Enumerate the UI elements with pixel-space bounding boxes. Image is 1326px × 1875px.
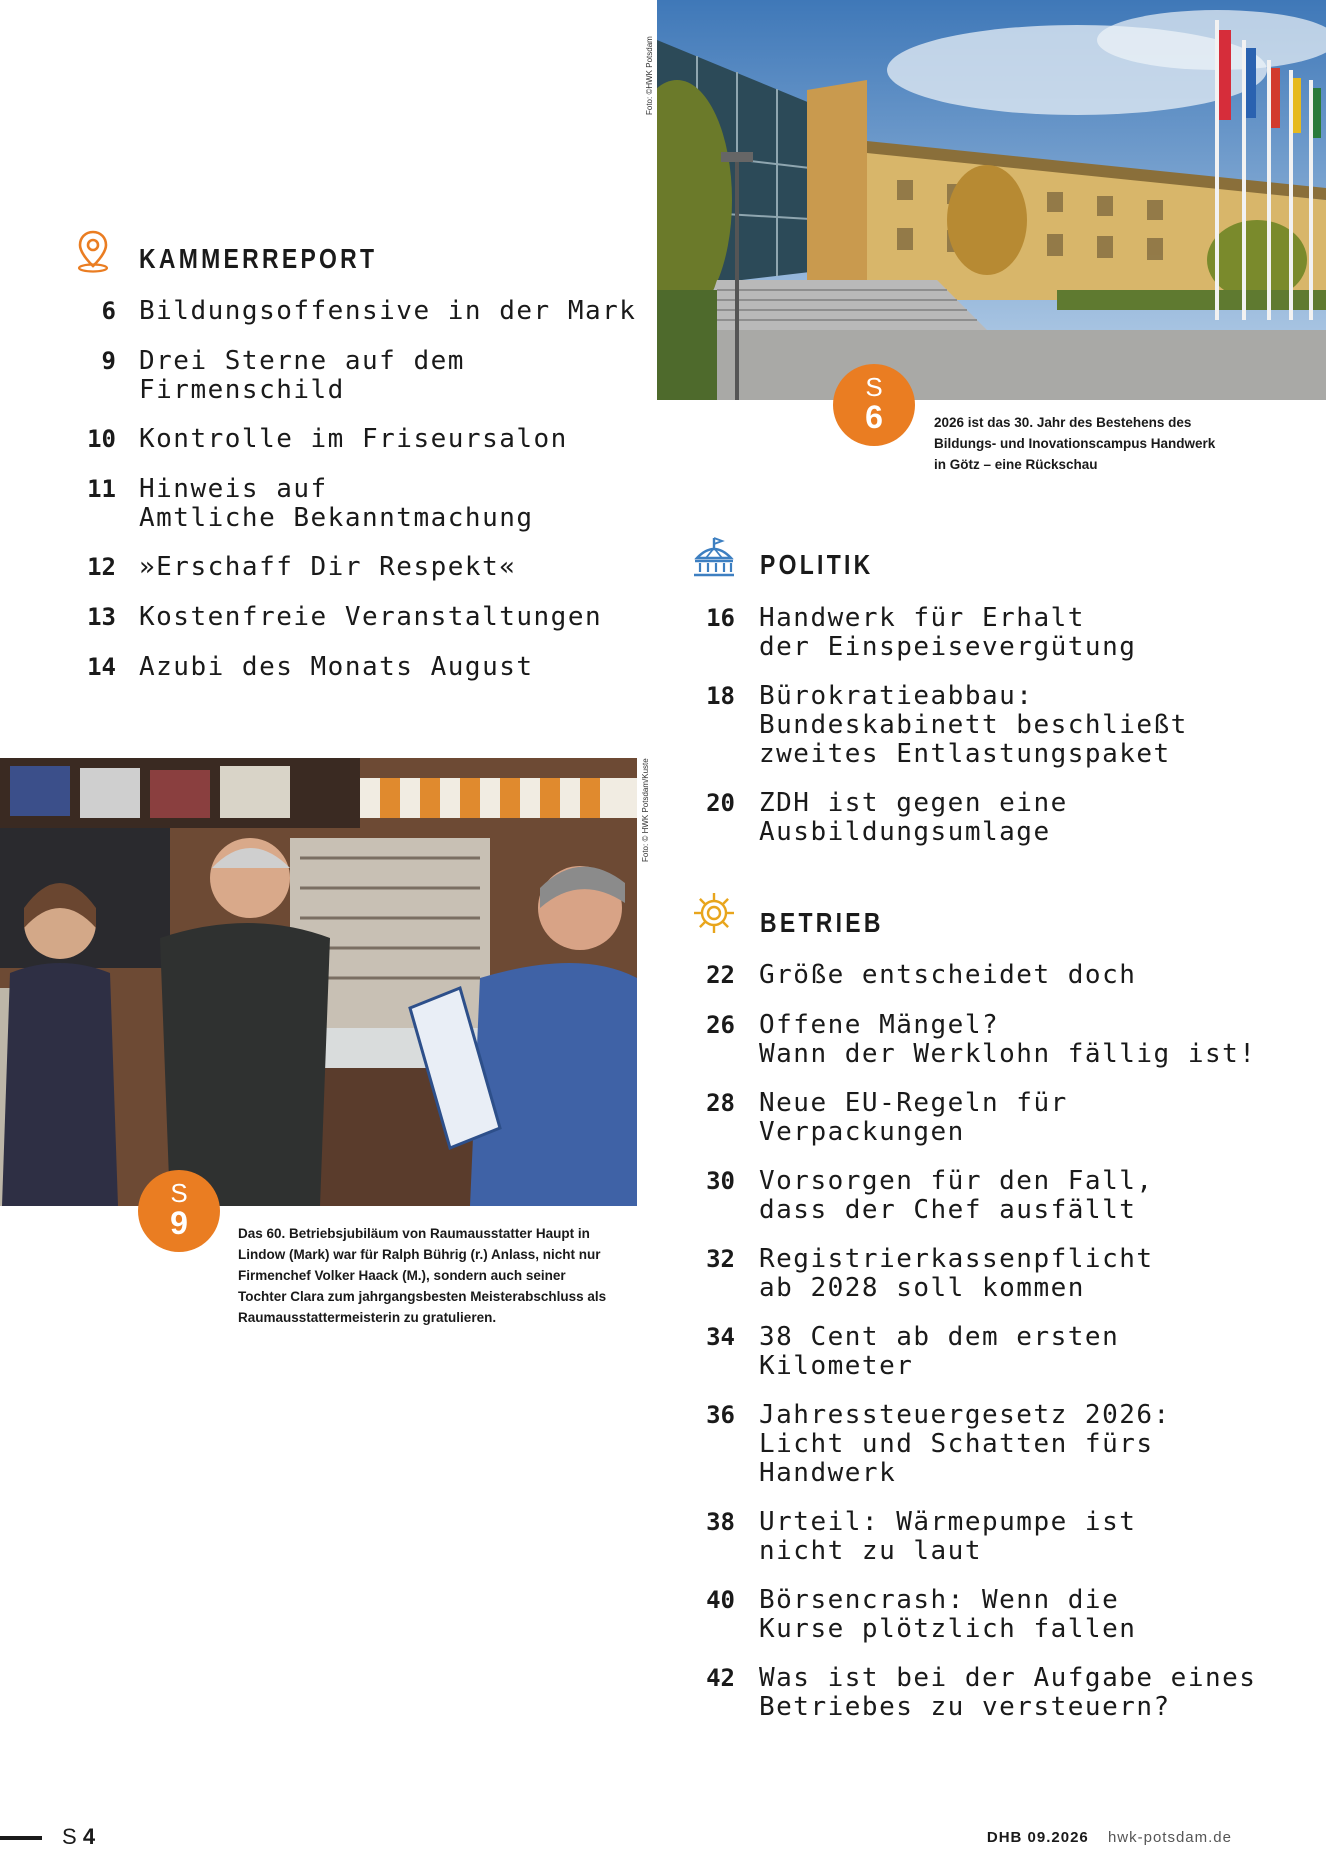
footer-publication [987,1829,1232,1846]
toc-entry[interactable] [76,475,636,553]
toc-entry[interactable] [695,604,1188,682]
footer-magazine-issue: DHB 09.2026 [986,1829,1089,1846]
shop-page-badge [138,1170,220,1252]
toc-entry[interactable] [695,1586,1256,1664]
toc-entry-title: Kontrolle im Friseursalon [139,424,568,454]
toc-page-number: 26 [706,1011,735,1039]
footer-website-link[interactable]: hwk-potsdam.de [1107,1829,1232,1846]
toc-politik [695,604,1188,867]
campus-caption: 2026 ist das 30. Jahr des Bestehens des Bildungs- und Inovationscampus Handwerk in Götz – eine Rückschau [934,415,1216,472]
toc-entry-title: Börsencrash: Wenn die Kurse plötzlich fallen [759,1585,1137,1644]
toc-page-number: 9 [101,347,116,375]
footer-page-value: 4 [82,1824,96,1849]
toc-entry-title: Offene Mängel? Wann der Werklohn fällig ist! [759,1010,1257,1069]
toc-entry[interactable] [695,1401,1256,1508]
shop-caption: Das 60. Betriebsjubiläum von Raumausstatter Haupt in Lindow (Mark) war für Ralph Bührig (r.) Anlass, nicht nur Firmenchef Volker Haack (M.), sondern auch seiner Tochter Clara zum jahrgangsbesten Meisterabschluss als Raumausstattermeisterin zu gratulieren. [238,1226,607,1325]
toc-page-number: 20 [706,789,735,817]
gear-icon [691,890,737,936]
toc-entry[interactable] [695,789,1188,867]
toc-kammerreport [76,297,636,703]
badge-prefix: S [170,1178,188,1208]
toc-page-number: 32 [706,1245,735,1273]
toc-page-number: 40 [706,1586,735,1614]
toc-entry[interactable] [76,603,636,653]
shop-photo [0,758,637,1206]
toc-page-number: 36 [706,1401,735,1429]
toc-entry-title: Vorsorgen für den Fall, dass der Chef ausfällt [759,1166,1154,1225]
toc-entry-title: Was ist bei der Aufgabe eines Betriebes zu versteuern? [759,1663,1257,1722]
toc-page-number: 16 [706,604,735,632]
toc-page-number: 18 [706,682,735,710]
toc-page-number: 30 [706,1167,735,1195]
toc-entry-title: Azubi des Monats August [139,652,534,682]
toc-entry-title: 38 Cent ab dem ersten Kilometer [759,1322,1120,1381]
toc-page-number: 42 [706,1664,735,1692]
toc-entry[interactable] [76,347,636,425]
toc-entry[interactable] [76,425,636,475]
toc-entry-title: Registrierkassenpflicht ab 2028 soll kommen [759,1244,1154,1303]
toc-entry[interactable] [695,1011,1256,1089]
campus-photo [657,0,1326,400]
badge-prefix: S [865,372,883,402]
toc-entry-title: ZDH ist gegen eine Ausbildungsumlage [759,788,1068,847]
toc-page-number: 6 [101,297,116,325]
toc-entry-title: Hinweis auf Amtliche Bekanntmachung [139,474,534,533]
badge-page-number: 6 [865,399,883,435]
toc-betrieb [695,961,1256,1742]
footer-page-prefix: S [62,1824,77,1849]
toc-entry[interactable] [695,1508,1256,1586]
footer-page-number [62,1824,95,1850]
toc-entry-title: Bildungsoffensive in der Mark [139,296,637,326]
toc-page-number: 10 [87,425,116,453]
toc-page-number: 13 [87,603,116,631]
toc-entry[interactable] [695,682,1188,789]
toc-entry-title: Drei Sterne auf dem Firmenschild [139,346,465,405]
toc-entry[interactable] [695,1664,1256,1742]
toc-entry-title: Urteil: Wärmepumpe ist nicht zu laut [759,1507,1137,1566]
toc-page-number: 28 [706,1089,735,1117]
toc-entry-title: Neue EU-Regeln für Verpackungen [759,1088,1068,1147]
toc-page-number: 38 [706,1508,735,1536]
toc-entry-title: Jahressteuergesetz 2026: Licht und Schatten fürs Handwerk [759,1400,1171,1488]
toc-page-number: 14 [87,653,116,681]
footer-rule [0,1836,42,1840]
toc-entry-title: Größe entscheidet doch [759,960,1137,990]
campus-photo-credit: Foto: ©HWK Potsdam [645,36,654,115]
section-title-kammerreport: KAMMERREPORT [139,243,378,274]
toc-entry[interactable] [695,1245,1256,1323]
toc-page-number: 12 [87,553,116,581]
campus-page-badge [833,364,915,446]
location-pin-icon [70,228,116,274]
toc-entry-title: »Erschaff Dir Respekt« [139,552,517,582]
toc-entry-title: Kostenfreie Veranstaltungen [139,602,603,632]
toc-entry-title: Handwerk für Erhalt der Einspeisevergütung [759,603,1137,662]
toc-entry[interactable] [695,1323,1256,1401]
toc-page-number: 22 [706,961,735,989]
toc-page-number: 11 [87,475,116,503]
toc-entry[interactable] [695,961,1256,1011]
section-title-betrieb: BETRIEB [760,907,884,938]
badge-page-number: 9 [170,1205,188,1241]
toc-entry[interactable] [695,1167,1256,1245]
section-title-politik: POLITIK [760,549,874,580]
parliament-dome-icon [691,534,737,580]
toc-entry[interactable] [76,653,636,703]
toc-entry[interactable] [695,1089,1256,1167]
toc-entry[interactable] [76,297,636,347]
toc-page-number: 34 [706,1323,735,1351]
shop-photo-credit: Foto: © HWK Potsdam/Kuste [641,758,650,862]
toc-entry[interactable] [76,553,636,603]
toc-entry-title: Bürokratieabbau: Bundeskabinett beschließt zweites Entlastungspaket [759,681,1188,769]
